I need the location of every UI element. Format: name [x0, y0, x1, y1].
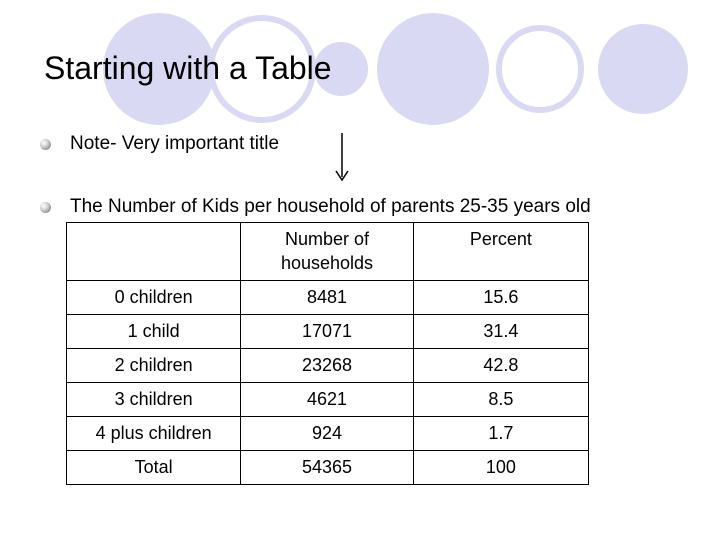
decor-circle-6: [598, 24, 688, 114]
households-cell: 17071: [241, 315, 413, 349]
bullet-item-subtitle: [40, 195, 591, 219]
decor-circle-5: [499, 28, 581, 110]
table-row: [67, 349, 589, 383]
bullet-dot-icon: [40, 202, 51, 213]
row-label-cell: 3 children: [67, 383, 241, 417]
households-cell: 4621: [241, 383, 413, 417]
header-households-label: Number of households: [280, 229, 374, 273]
households-cell: 924: [241, 417, 413, 451]
row-label-cell: 0 children: [67, 281, 241, 315]
row-label-cell: 4 plus children: [67, 417, 241, 451]
percent-cell: 15.6: [413, 281, 588, 315]
row-label-cell: 2 children: [67, 349, 241, 383]
households-cell: 54365: [241, 451, 413, 485]
percent-cell: 42.8: [413, 349, 588, 383]
households-table: [66, 222, 589, 485]
table-row: [67, 281, 589, 315]
header-cell-blank: [67, 223, 241, 281]
bullet-text: Note- Very important title: [70, 133, 280, 154]
table-row-total: [67, 451, 589, 485]
table-header-row: [67, 223, 589, 281]
percent-cell: 31.4: [413, 315, 588, 349]
percent-cell: 8.5: [413, 383, 588, 417]
table-row: [67, 315, 589, 349]
percent-cell: 100: [413, 451, 588, 485]
down-arrow-icon: [330, 133, 354, 185]
bullet-text: The Number of Kids per household of parents 25-35 years old: [70, 196, 591, 217]
table-row: [67, 417, 589, 451]
decor-circle-4: [377, 13, 489, 125]
header-cell-percent: Percent: [413, 223, 588, 281]
households-cell: 8481: [241, 281, 413, 315]
header-cell-households: [241, 223, 413, 281]
row-label-cell: 1 child: [67, 315, 241, 349]
row-label-cell: Total: [67, 451, 241, 485]
slide-title: Starting with a Table: [44, 50, 332, 86]
bullet-dot-icon: [40, 139, 51, 150]
bullet-item-note: [40, 132, 279, 156]
percent-cell: 1.7: [413, 417, 588, 451]
households-cell: 23268: [241, 349, 413, 383]
table-row: [67, 383, 589, 417]
